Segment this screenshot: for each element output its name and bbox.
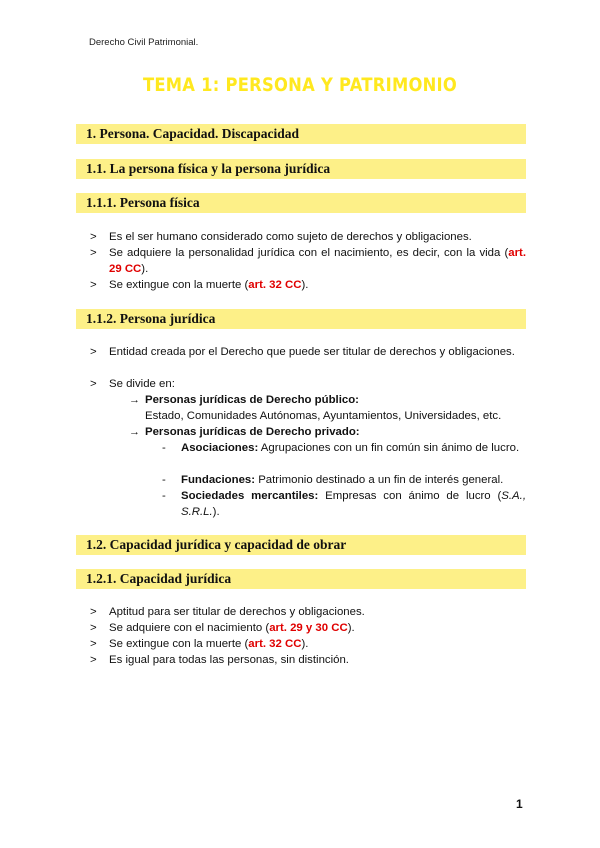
dash-marker: - [162,474,166,486]
dash-item-fundaciones [162,472,526,488]
article-reference: art. 29 CC [109,247,526,275]
list-item [90,604,526,620]
list-item-text-end: ). [141,263,149,275]
list-item [90,652,526,668]
bullet-marker: > [90,279,97,291]
bullet-marker: > [90,606,97,618]
arrow-right-icon: → [129,426,140,438]
dash-item-sociedades [162,488,526,520]
list-item-text [109,277,526,293]
list-item-text-part: Se adquiere con el nacimiento ( [109,622,270,634]
section-heading-1-1: 1.1. La persona física y la persona jurídica [76,159,526,179]
document-title: TEMA 1: PERSONA Y PATRIMONIO [142,74,458,96]
bullet-marker: > [90,654,97,666]
page-number: 1 [516,797,523,811]
dash-item-label: Asociaciones: [181,442,259,454]
list-item-text-part: Se adquiere la personalidad jurídica con el nacimiento, es decir, con la vida ( [109,247,509,259]
article-reference: art. 29 y 30 CC [269,622,348,634]
dash-marker: - [162,490,166,502]
bullet-marker: > [90,231,97,243]
list-item-text: Aptitud para ser titular de derechos y obligaciones. [109,606,365,618]
list-item-text-end: ). [301,279,309,291]
article-reference: art. 32 CC [248,279,302,291]
list-item-text: Se divide en: [109,378,175,390]
dash-item-description: Agrupaciones con un fin común sin ánimo de lucro. [258,442,520,454]
dash-item-asociaciones [162,440,526,456]
bullet-marker: > [90,622,97,634]
section-heading-1: 1. Persona. Capacidad. Discapacidad [76,124,526,144]
bullet-marker: > [90,346,97,358]
dash-item-end: ). [212,506,220,518]
bullet-marker: > [90,378,97,390]
list-item-text: Entidad creada por el Derecho que puede ser titular de derechos y obligaciones. [109,346,515,358]
list-item-text-end: ). [347,622,355,634]
section-heading-1-1-1: 1.1.1. Persona física [76,193,526,213]
list-item-text [109,620,526,636]
list-item-text: Es el ser humano considerado como sujeto de derechos y obligaciones. [109,231,472,243]
sublist-item-derecho-publico [129,392,359,408]
bullet-marker: > [90,638,97,650]
list-item-text-end: ). [301,638,309,650]
sublist-item-derecho-privado [129,424,360,440]
sublist-item-label: Personas jurídicas de Derecho privado: [145,426,360,438]
list-item [90,277,526,293]
list-item [90,229,526,245]
list-item [90,245,526,277]
list-item-text: Es igual para todas las personas, sin distinción. [109,654,349,666]
dash-item-text [181,440,526,456]
dash-item-label: Fundaciones: [181,474,256,486]
list-item-text-part: Se extingue con la muerte ( [109,279,249,291]
section-heading-1-2-1: 1.2.1. Capacidad jurídica [76,569,526,589]
article-reference: art. 32 CC [248,638,302,650]
list-item [90,620,526,636]
running-header: Derecho Civil Patrimonial. [89,37,199,48]
dash-item-text [181,472,526,488]
list-item-text [109,636,526,652]
dash-item-description: Patrimonio destinado a un fin de interés general. [255,474,504,486]
sublist-item-examples: Estado, Comunidades Autónomas, Ayuntamientos, Universidades, etc. [145,410,502,422]
bullet-marker: > [90,247,97,259]
list-item [90,636,526,652]
list-item [90,376,526,392]
arrow-right-icon: → [129,394,140,406]
list-item-text [109,245,526,277]
dash-item-label: Sociedades mercantiles: [181,490,319,502]
section-heading-1-1-2: 1.1.2. Persona jurídica [76,309,526,329]
sublist-item-label: Personas jurídicas de Derecho público: [145,394,359,406]
dash-item-text [181,488,526,520]
list-item [90,344,526,360]
list-item-text-part: Se extingue con la muerte ( [109,638,249,650]
dash-marker: - [162,442,166,454]
company-types: S.A., S.R.L. [181,490,526,518]
dash-item-description: Empresas con ánimo de lucro ( [318,490,502,502]
section-heading-1-2: 1.2. Capacidad jurídica y capacidad de obrar [76,535,526,555]
